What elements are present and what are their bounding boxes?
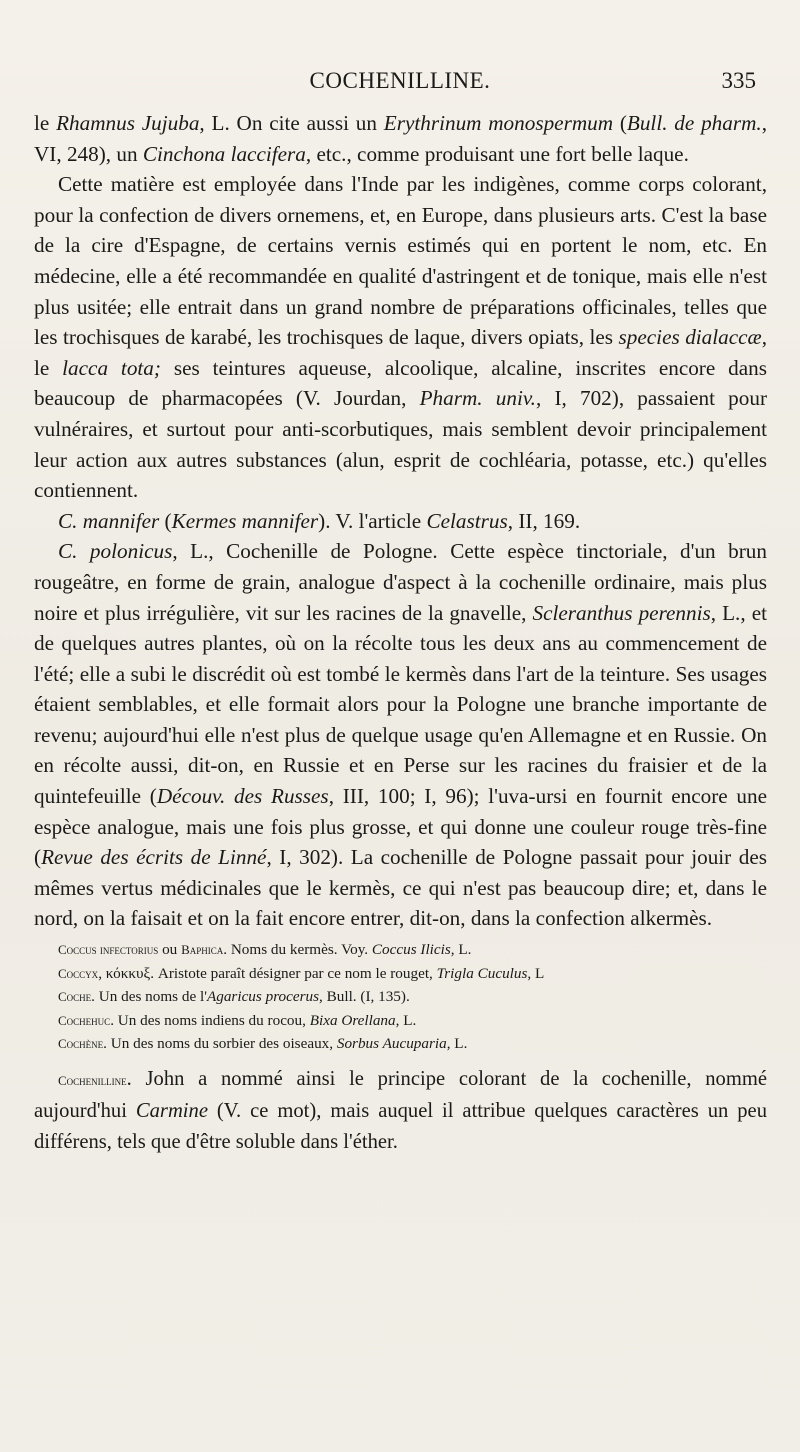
paragraph-cochenilline [34, 1064, 767, 1158]
body-text [34, 108, 767, 1158]
text-run: le [34, 111, 57, 135]
italic-text: Bull. de pharm. [626, 111, 762, 135]
page-number: 335 [721, 68, 756, 93]
italic-text: Carmine [135, 1100, 208, 1122]
text-run: . Un des noms indiens du rocou, [110, 1011, 310, 1029]
italic-text: Scleranthus perennis [532, 600, 711, 625]
text-run: , L., et de quelques autres plantes, où on la récolte tous les deux ans au commencement de l'été; elle a subi le discrédit où est tombé le kermès dans l'art de la teinture. Ses usages étaient semblables, et elle formait alors pour la Pologne une branche importante de revenu; aujourd'hui elle n'est plus de quelque usage qu'en Allemagne et en Russie. On en récolte aussi, dit-on, en Russie et en Perse sur les racines du fraisier et de la quintefeuille ( [34, 600, 767, 809]
text-run: , Bull. (I, 135). [319, 988, 410, 1006]
text-run: , L. [395, 1011, 417, 1029]
text-run: ( [613, 111, 627, 135]
italic-text: Erythrinum monospermum [383, 111, 614, 135]
text-run: (V. ce mot), mais auquel il attribue quelques caractères un peu différens, tels que d'être soluble dans l'éther. [34, 1100, 767, 1153]
small-caps-text: Coche [58, 989, 92, 1005]
entry-coccus-infectorius [34, 938, 767, 962]
entry-cochene [34, 1032, 767, 1056]
text-run: . Noms du kermès. Voy. [223, 941, 372, 959]
italic-text: Découv. des Russes [156, 784, 329, 809]
italic-text: Kermes mannifer [171, 508, 319, 533]
text-run: . Un des noms du sorbier des oiseaux, [103, 1035, 337, 1053]
text-run: , L. [450, 941, 472, 959]
italic-text: species dialaccæ [618, 325, 762, 350]
italic-text: Celastrus [426, 508, 508, 533]
entry-coccyx [34, 962, 767, 986]
small-caps-text: Cochenilline [58, 1073, 127, 1088]
text-run: ). V. l'article [318, 508, 427, 533]
text-run: , L [527, 964, 545, 982]
paragraph-usage [34, 169, 767, 506]
italic-text: Revue des écrits de Linné [41, 845, 267, 870]
text-run: , VI, 248), un [34, 111, 768, 166]
text-run: ( [159, 508, 172, 533]
small-caps-text: Coccyx [58, 965, 99, 981]
text-run: , III, 100; I, 96); l'uva-ursi en fournit encore une espèce analogue, mais une fois plus grosse, et qui donne une couleur rouge très-fine ( [34, 784, 768, 870]
page-header [36, 62, 764, 102]
text-run: ou [158, 941, 182, 959]
small-caps-text: Baphica [181, 942, 224, 958]
italic-text: Sorbus Aucuparia [336, 1035, 447, 1053]
small-caps-text: Cochène [58, 1036, 104, 1052]
text-run: ses teintures aqueuse, alcoolique, alcaline, inscrites encore dans beaucoup de pharmacopées (V. Jourdan, [34, 355, 767, 411]
italic-text: Cinchona laccifera [142, 141, 306, 166]
text-run: , κόκκυξ. Aristote paraît désigner par ce nom le rouget, [98, 964, 437, 982]
text-run: , L. On cite aussi un [199, 111, 384, 135]
italic-text: C. mannifer [58, 508, 160, 533]
entry-coche [34, 985, 767, 1009]
text-run: , II, 169. [507, 508, 581, 533]
small-caps-text: Cochehuc [58, 1012, 111, 1028]
italic-text: C. polonicus [58, 539, 173, 564]
paragraph-laque [34, 108, 767, 169]
italic-text: Rhamnus Jujuba [56, 111, 200, 135]
italic-text: Pharm. univ. [419, 386, 536, 411]
paragraph-c-polonicus [34, 536, 767, 934]
small-entries [34, 938, 767, 1056]
paragraph-c-mannifer [34, 506, 767, 537]
italic-text: Agaricus procerus [206, 988, 320, 1006]
text-run: , I, 702), passaient pour vulnéraires, et surtout pour anti-scorbutiques, mais semblent devoir principalement leur action aux autres substances (alun, esprit de cochléaria, potasse, etc.) qu'elles contiennent. [34, 386, 767, 503]
italic-text: Trigla Cuculus [436, 964, 528, 982]
text-run: , L. [446, 1035, 468, 1053]
italic-text: Coccus Ilicis [371, 941, 451, 959]
italic-text: lacca tota; [62, 355, 161, 380]
small-caps-text: Coccus infectorius [58, 942, 159, 958]
text-run: . John a nommé ainsi le principe colorant de la cochenille, nommé aujourd'hui [34, 1068, 767, 1122]
text-run: Cette matière est employée dans l'Inde par les indigènes, comme corps colorant, pour la confection de divers ornemens, et, en Europe, dans plusieurs arts. C'est la base de la cire d'Espagne, de certains vernis estimés qui en portent le nom, etc. En médecine, elle a été recommandée en qualité d'astringent et de tonique, mais elle n'est plus usitée; elle entrait dans un grand nombre de préparations officinales, telles que les trochisques de karabé, les trochisques de laque, divers opiats, les [34, 172, 767, 350]
text-run: , I, 302). La cochenille de Pologne passait pour jouir des mêmes vertus médicinales que le kermès, ce qui n'est pas beaucoup dire; et, dans le nord, on la faisait et on la fait encore entrer, dit-on, dans la confection alkermès. [34, 845, 767, 931]
text-run: , L., Cochenille de Pologne. Cette espèce tinctoriale, d'un brun rougeâtre, en forme de grain, analogue d'aspect à la cochenille ordinaire, mais plus noire et plus irrégulière, vit sur les racines de la gnavelle, [34, 539, 767, 625]
text-run: , etc., comme produisant une fort belle laque. [305, 141, 689, 166]
text-run: , le [34, 325, 767, 380]
cochenilline-entry [34, 1064, 767, 1158]
text-run: . Un des noms de l' [91, 988, 207, 1006]
entry-cochehuc [34, 1009, 767, 1033]
running-title: COCHENILLINE. [309, 68, 491, 93]
italic-text: Bixa Orellana [309, 1011, 396, 1029]
